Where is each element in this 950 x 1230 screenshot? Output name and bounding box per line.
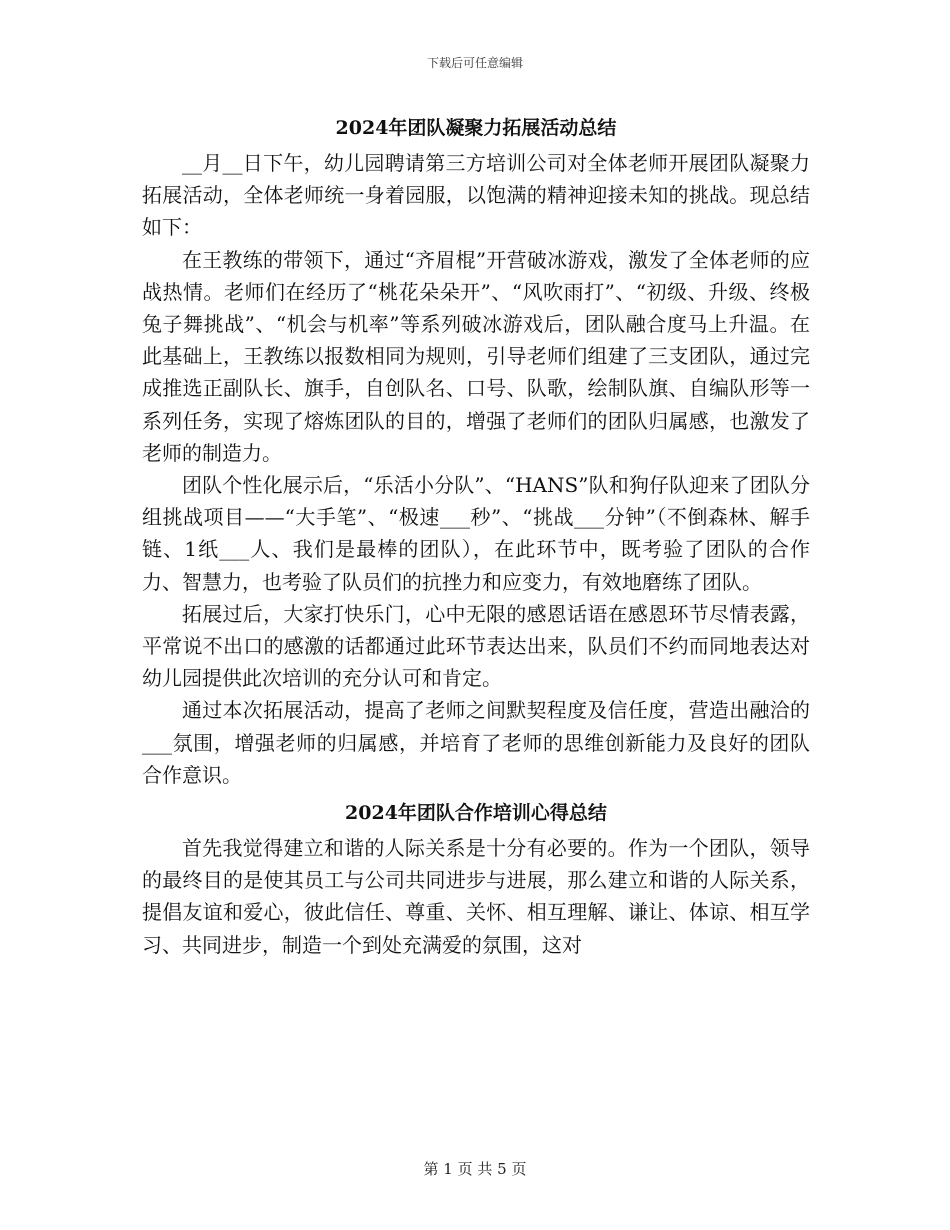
section-1-paragraph-4: 拓展过后，大家打快乐门，心中无限的感恩话语在感恩环节尽情表露，平常说不出口的感激的话都通过此环节表达出来，队员们不约而同地表达对幼儿园提供此次培训的充分认可和肯定。 (142, 601, 810, 691)
document-body (142, 112, 810, 961)
section-2-paragraph-1: 首先我觉得建立和谐的人际关系是十分有必要的。作为一个团队，领导的最终目的是使其员工与公司共同进步与进展，那么建立和谐的人际关系，提倡友谊和爱心，彼此信任、尊重、关怀、相互理解、谦让、体谅、相互学习、共同进步，制造一个到处充满爱的氛围，这对 (142, 836, 810, 957)
section-1-paragraph-3: 团队个性化展示后，“乐活小分队”、“HANS”队和狗仔队迎来了团队分组挑战项目——“大手笔”、“极速___秒”、“挑战___分钟”（不倒森林、解手链、1纸___人、我们是最棒的团队），在此环节中，既考验了团队的合作力、智慧力，也考验了队员们的抗挫力和应变力，有效地磨练了团队。 (142, 473, 810, 594)
section-1-paragraph-5: 通过本次拓展活动，提高了老师之间默契程度及信任度，营造出融洽的___氛围，增强老师的归属感，并培育了老师的思维创新能力及良好的团队合作意识。 (142, 698, 810, 787)
section-1-paragraph-1: __月__日下午，幼儿园聘请第三方培训公司对全体老师开展团队凝聚力拓展活动，全体老师统一身着园服，以饱满的精神迎接未知的挑战。现总结如下： (142, 151, 810, 240)
section-2-title: 2024年团队合作培训心得总结 (345, 802, 607, 825)
page-number: 第 1 页 共 5 页 (423, 1160, 527, 1178)
section-1-paragraph-2: 在王教练的带领下，通过“齐眉棍”开营破冰游戏，激发了全体老师的应战热情。老师们在经历了“桃花朵朵开”、“风吹雨打”、“初级、升级、终极兔子舞挑战”、“机会与机率”等系列破冰游戏后，团队融合度马上升温。在此基础上，王教练以报数相同为规则，引导老师们组建了三支团队，通过完成推选正副队长、旗手，自创队名、口号、队歌，绘制队旗、自编队形等一系列任务，实现了熔炼团队的目的，增强了老师们的团队归属感，也激发了老师的制造力。 (142, 247, 810, 465)
page-header: 下载后可任意编辑 (426, 56, 523, 70)
section-1-title: 2024年团队凝聚力拓展活动总结 (335, 117, 617, 139)
